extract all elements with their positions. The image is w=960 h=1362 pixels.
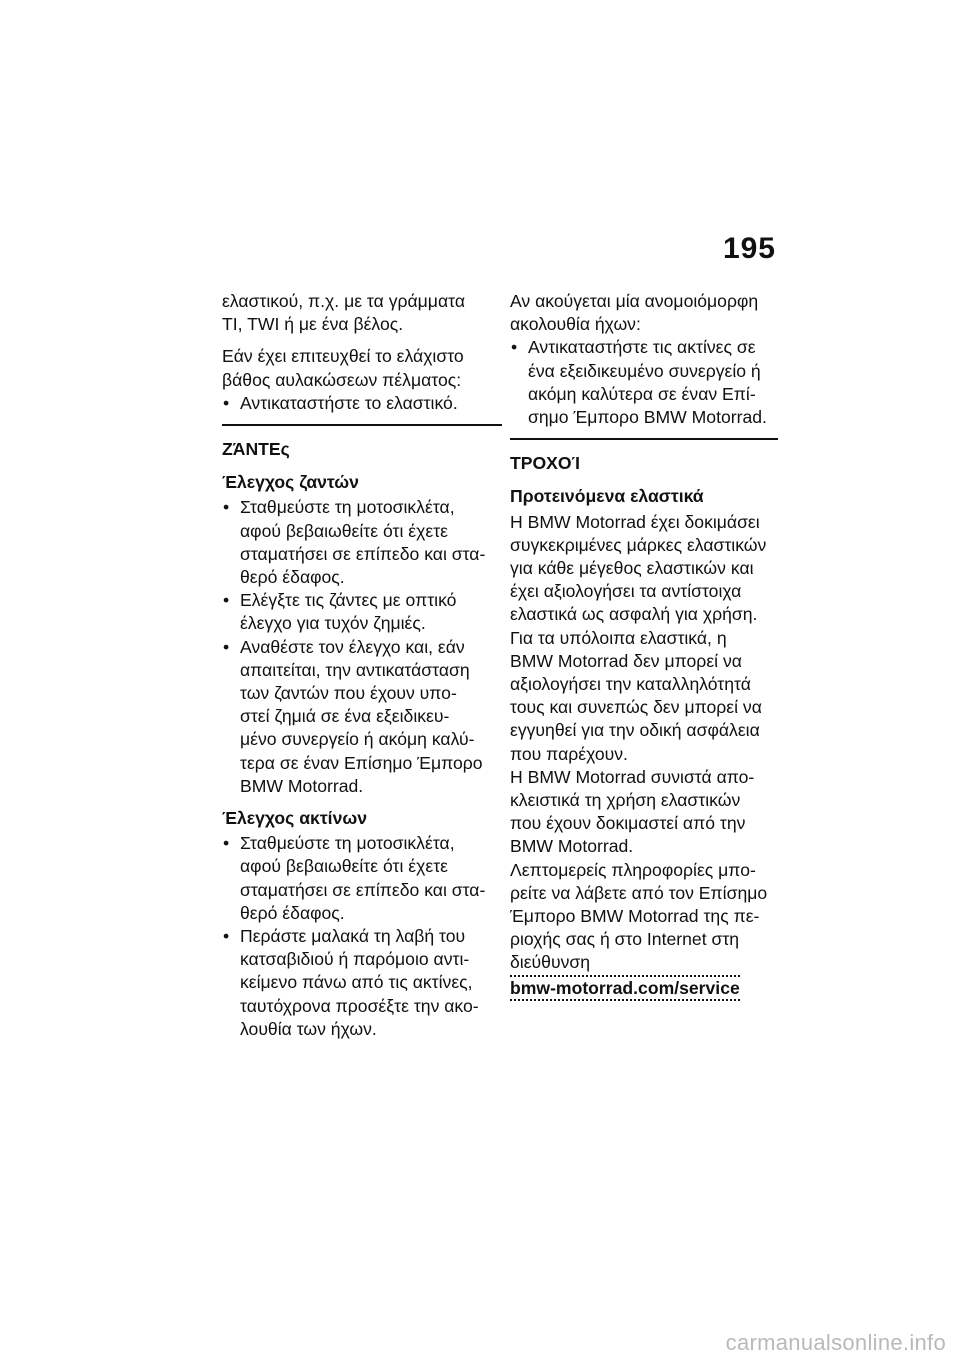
section-divider [222,424,502,426]
rims-check-list [222,496,502,798]
recommended-tyres-text: Η BMW Motorrad έχει δοκιμάσει συγκεκριμένες μάρκες ελαστικών για κάθε μέγεθος ελαστικών και έχει αξιολογήσει τα αντίστοιχα ελαστικά ως ασφαλή για χρήση. Για τα υπόλοιπα ελαστικά, η BMW Motorrad δεν μπορεί να αξιολογήσει την καταλληλότητά τους και συνεπώς δεν μπορεί να εγγυηθεί για την οδική ασφάλεια που παρέχουν. Η BMW Motorrad συνιστά απο- κλειστικά τη χρήση ελαστικών που έχουν δοκιμαστεί από την BMW Motorrad. Λεπτομερείς πληροφορίες μπο- ρείτε να λάβετε από τον Επίσημο Έμπορο BMW Motorrad της πε- ριοχής σας ή στο Internet στη διεύθυνση bmw-motorrad.com/service [510,511,778,1001]
service-link[interactable]: bmw-motorrad.com/service [510,975,740,1001]
intro-paragraph: ελαστικού, π.χ. με τα γράμματα TI, TWI ή με ένα βέλος. [222,291,465,335]
list-item: • Αντικαταστήστε τις ακτίνες σε ένα εξειδικευμένο συνεργείο ή ακόμη καλύτερα σε έναν Επί- σημο Έμπορο BMW Motorrad. [510,336,778,429]
sound-paragraph: Αν ακούγεται μία ανομοιόμορφη ακολουθία ήχων: [510,291,759,335]
replace-spokes-list [510,336,778,429]
replace-tyre-list [222,392,502,415]
subsection-title-recommended-tyres: Προτεινόμενα ελαστικά [510,486,704,507]
subsection-title-rims-check: Έλεγχος ζαντών [222,472,359,493]
list-item: • Αναθέστε τον έλεγχο και, εάν απαιτείται, την αντικατάσταση των ζαντών που έχουν υπο- στεί ζημιά σε ένα εξειδικευ- μένο συνεργείο ή ακόμη καλύ- τερα σε έναν Επίσημο Έμπορο BMW Motorrad. [222,636,502,798]
section-title-wheels: ΤΡΟΧΟΊ [510,453,580,474]
spokes-check-list [222,832,502,1041]
watermark: carmanualsonline.info [725,1330,946,1355]
right-column [510,290,778,1001]
tread-depth-paragraph: Εάν έχει επιτευχθεί το ελάχιστο βάθος αυλακώσεων πέλματος: [222,346,464,390]
list-item: • Περάστε μαλακά τη λαβή του κατσαβιδιού ή παρόμοιο αντι- κείμενο πάνω από τις ακτίνες, ταυτόχρονα προσέξτε την ακο- λουθία των ήχων. [222,925,502,1041]
section-divider [510,438,778,440]
left-column [222,290,502,1050]
section-title-rims: ΖΆΝΤΕς [222,439,290,460]
list-item: • Ελέγξτε τις ζάντες με οπτικό έλεγχο για τυχόν ζημιές. [222,589,502,635]
list-item: • Σταθμεύστε τη μοτοσικλέτα, αφού βεβαιωθείτε ότι έχετε σταματήσει σε επίπεδο και στα- θερό έδαφος. [222,832,502,925]
subsection-title-spokes-check: Έλεγχος ακτίνων [222,808,368,829]
list-item: • Αντικαταστήστε το ελαστικό. [222,392,502,415]
page-number: 195 [722,232,776,265]
list-item: • Σταθμεύστε τη μοτοσικλέτα, αφού βεβαιωθείτε ότι έχετε σταματήσει σε επίπεδο και στα- θερό έδαφος. [222,496,502,589]
